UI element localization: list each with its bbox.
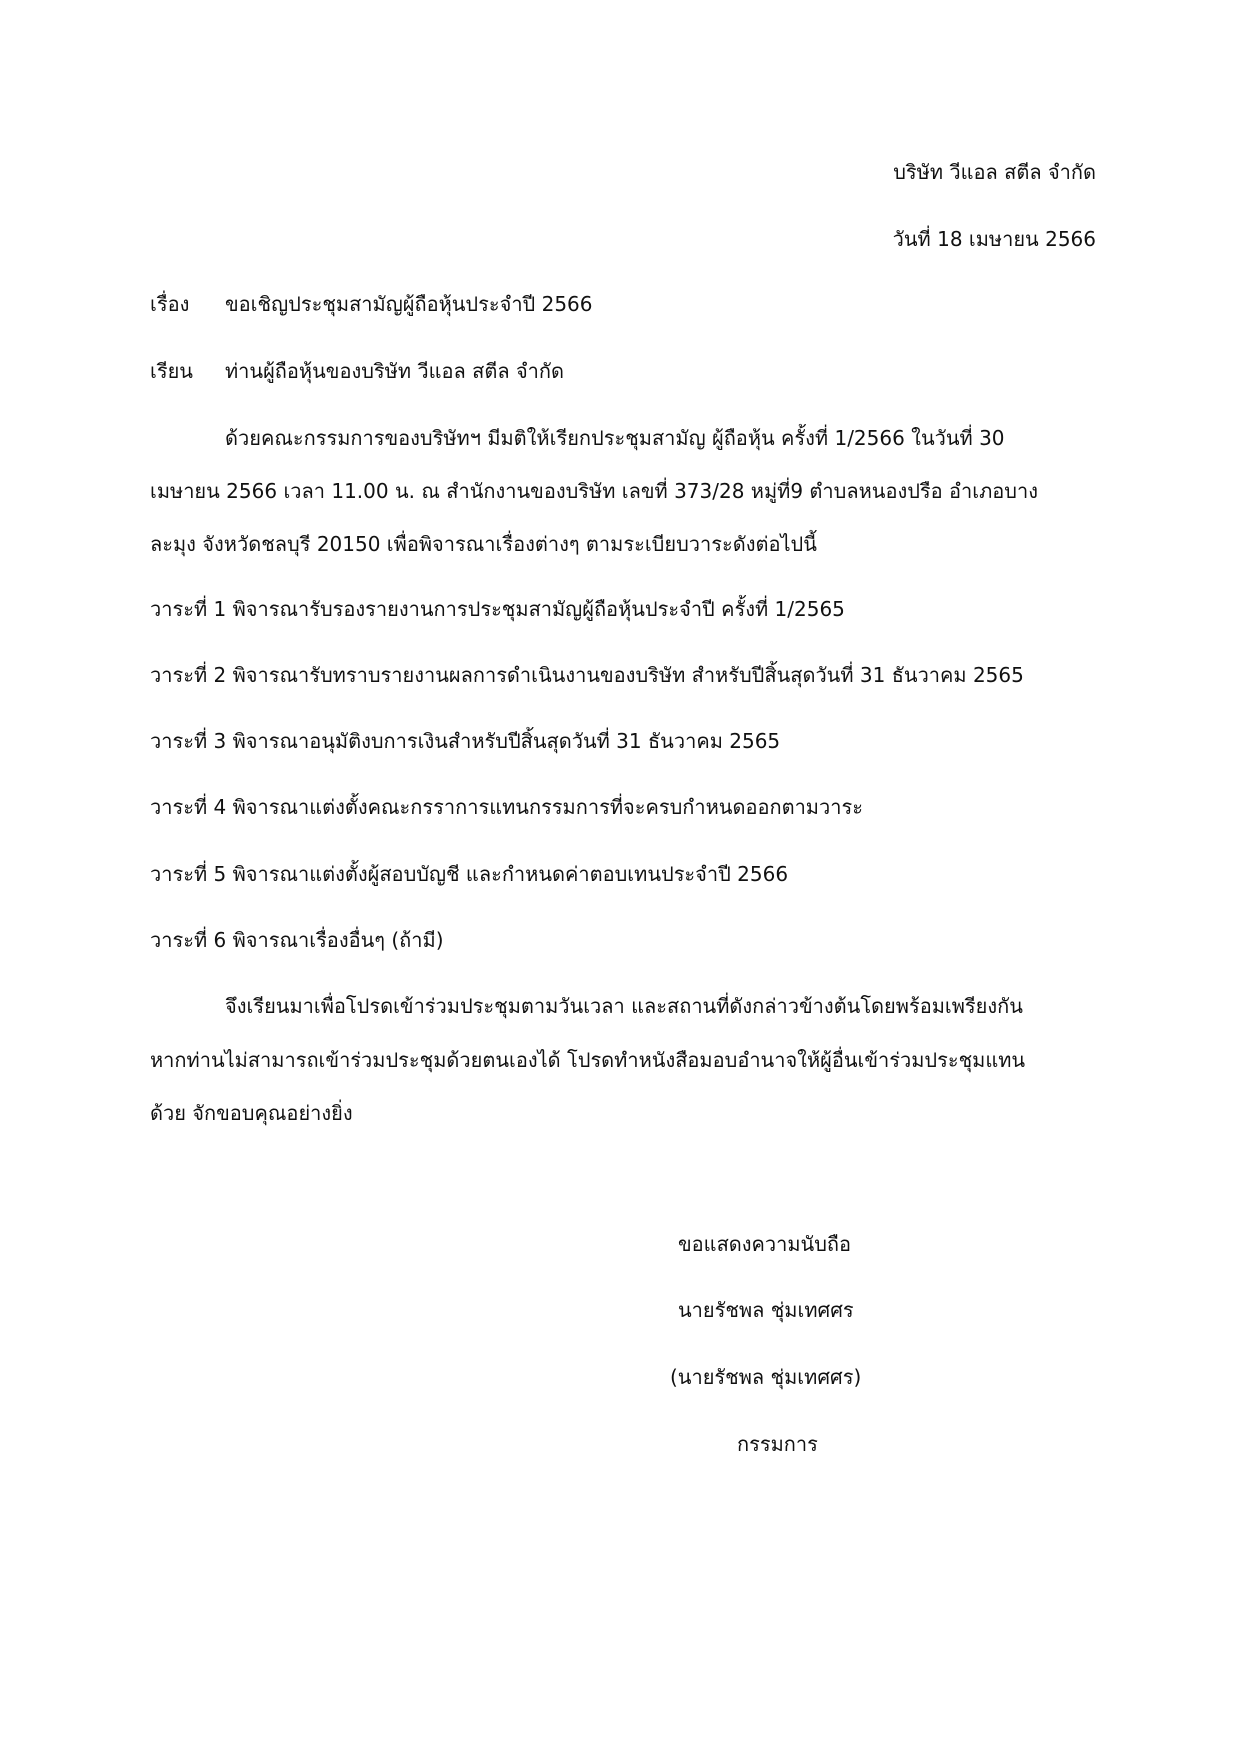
subject-label: เรื่อง <box>150 292 190 316</box>
recipient-label: เรียน <box>150 359 193 383</box>
recipient-text: ท่านผู้ถือหุ้นของบริษัท วีแอล สตีล จำกัด <box>225 359 564 383</box>
company-name: บริษัท วีแอล สตีล จำกัด <box>893 160 1096 184</box>
intro-line: เมษายน 2566 เวลา 11.00 น. ณ สำนักงานของบริษัท เลขที่ 373/28 หมู่ที่9 ตำบลหนองปรือ อำเภอบาง <box>150 479 1038 503</box>
signature-name: นายรัชพล ชุ่มเทศศร <box>678 1298 854 1322</box>
agenda-item-2: วาระที่ 2 พิจารณารับทราบรายงานผลการดำเนินงานของบริษัท สำหรับปีสิ้นสุดวันที่ 31 ธันวาคม 2565 <box>150 663 1024 687</box>
closing-line: จึงเรียนมาเพื่อโปรดเข้าร่วมประชุมตามวันเวลา และสถานที่ดังกล่าวข้างต้นโดยพร้อมเพรียงกัน <box>225 994 1023 1018</box>
agenda-item-3: วาระที่ 3 พิจารณาอนุมัติงบการเงินสำหรับปีสิ้นสุดวันที่ 31 ธันวาคม 2565 <box>150 729 781 753</box>
closing-line: ด้วย จักขอบคุณอย่างยิ่ง <box>150 1101 353 1125</box>
closing-line: หากท่านไม่สามารถเข้าร่วมประชุมด้วยตนเองได้ โปรดทำหนังสือมอบอำนาจให้ผู้อื่นเข้าร่วมประชุมแทน <box>150 1048 1026 1072</box>
agenda-item-5: วาระที่ 5 พิจารณาแต่งตั้งผู้สอบบัญชี และกำหนดค่าตอบเทนประจำปี 2566 <box>150 862 789 886</box>
letter-date: วันที่ 18 เมษายน 2566 <box>892 227 1096 251</box>
agenda-item-1: วาระที่ 1 พิจารณารับรองรายงานการประชุมสามัญผู้ถือหุ้นประจำปี ครั้งที่ 1/2565 <box>150 597 845 621</box>
intro-line: ละมุง จังหวัดชลบุรี 20150 เพื่อพิจารณาเรื่องต่างๆ ตามระเบียบวาระดังต่อไปนี้ <box>150 532 817 556</box>
agenda-item-4: วาระที่ 4 พิจารณาแต่งตั้งคณะกรราการแทนกรรมการที่จะครบกำหนดออกตามวาระ <box>150 795 863 819</box>
signature-regards: ขอแสดงความนับถือ <box>678 1232 852 1256</box>
intro-line: ด้วยคณะกรรมการของบริษัทฯ มีมติให้เรียกประชุมสามัญ ผู้ถือหุ้น ครั้งที่ 1/2566 ในวันที่ 30 <box>225 426 1005 450</box>
signature-title: กรรมการ <box>737 1432 818 1456</box>
subject-text: ขอเชิญประชุมสามัญผู้ถือหุ้นประจำปี 2566 <box>225 292 593 316</box>
agenda-item-6: วาระที่ 6 พิจารณาเรื่องอื่นๆ (ถ้ามี) <box>150 928 444 952</box>
signature-name-parenthesized: (นายรัชพล ชุ่มเทศศร) <box>670 1365 862 1389</box>
